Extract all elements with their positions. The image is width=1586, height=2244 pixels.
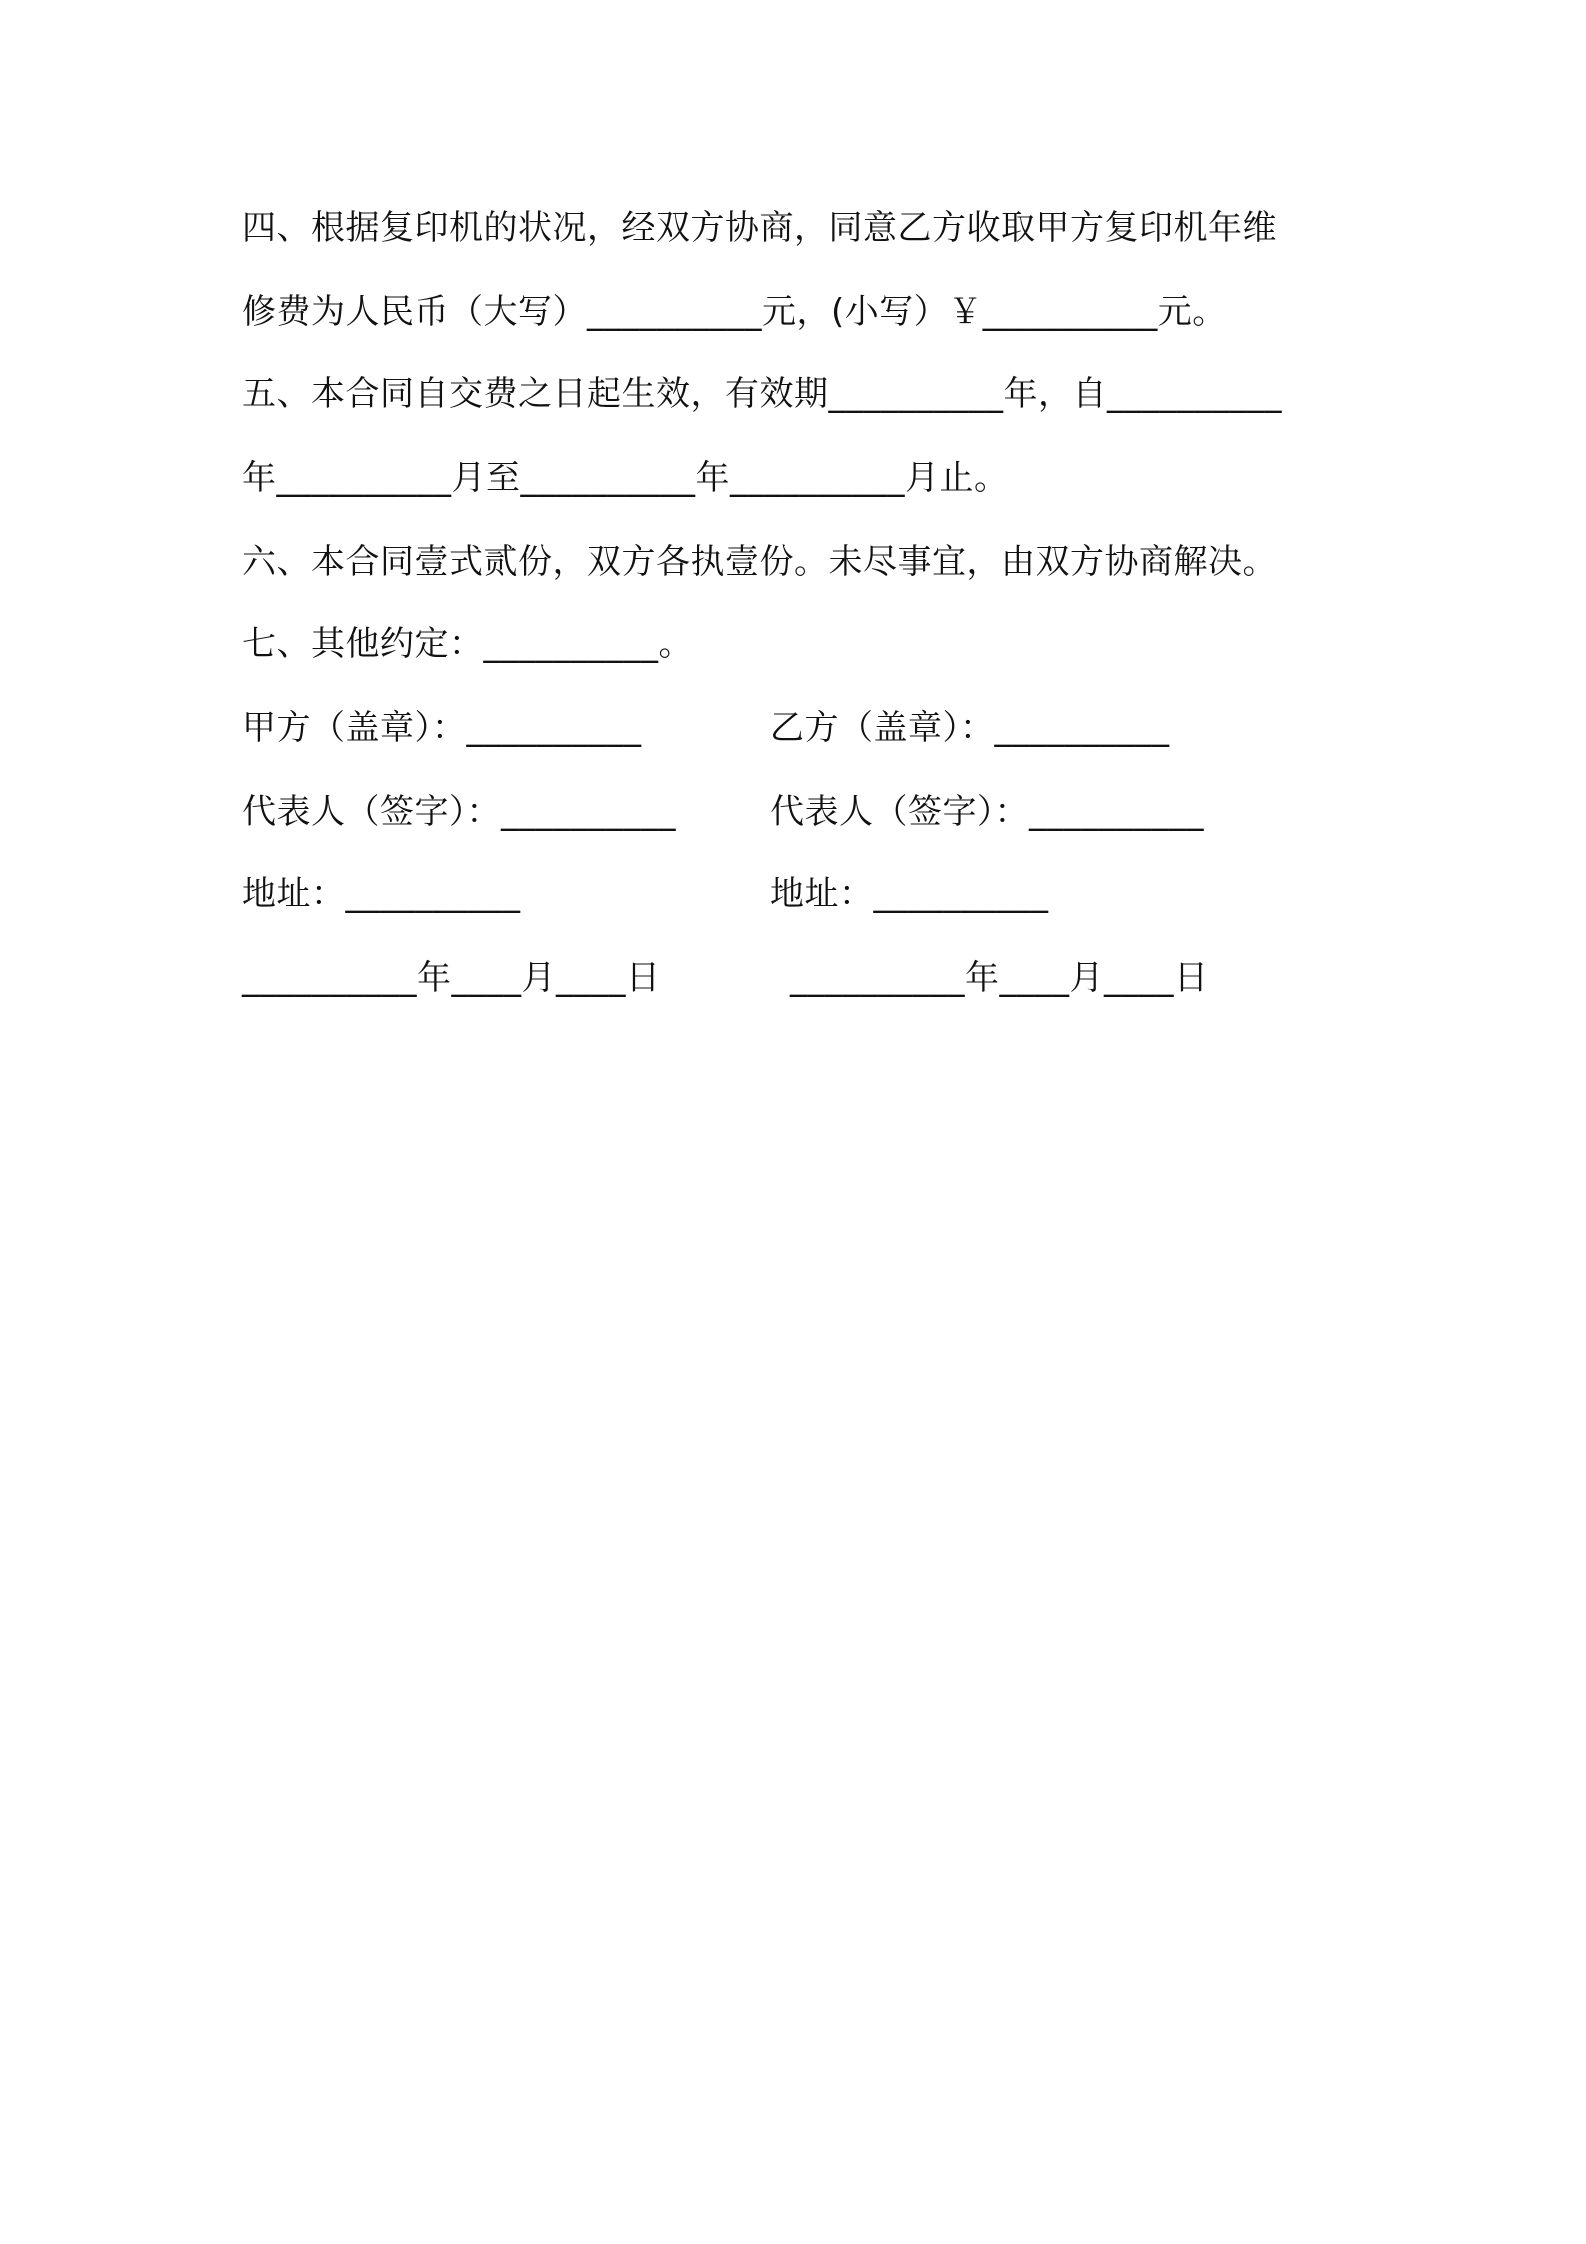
- date-row: [242, 956, 1342, 1000]
- clause-six: 六、本合同壹式贰份，双方各执壹份。未尽事宜，由双方协商解决。: [242, 542, 1277, 582]
- clause-seven: 七、其他约定：__________。: [242, 624, 693, 664]
- party-a-representative: 代表人（签字）：__________: [242, 792, 676, 832]
- address-row: [242, 872, 1342, 916]
- party-a-date: __________年____月____日: [242, 958, 661, 998]
- party-a-address: 地址：__________: [242, 874, 521, 914]
- party-b-address: 地址：__________: [770, 874, 1049, 914]
- clause-five-line-1: 五、本合同自交费之日起生效，有效期__________年，自__________: [242, 374, 1282, 414]
- seal-row: [242, 706, 1342, 750]
- clause-four-line-2: 修费为人民币（大写）__________元，(小写）￥__________元。: [242, 292, 1227, 332]
- clause-four-line-1: 四、根据复印机的状况，经双方协商，同意乙方收取甲方复印机年维: [242, 208, 1277, 248]
- party-a-seal: 甲方（盖章）：__________: [242, 708, 642, 748]
- representative-row: [242, 790, 1342, 834]
- party-b-representative: 代表人（签字）：__________: [770, 792, 1204, 832]
- party-b-date: __________年____月____日: [790, 958, 1209, 998]
- clause-five-line-2: 年__________月至__________年__________月止。: [242, 458, 1009, 498]
- party-b-seal: 乙方（盖章）：__________: [770, 708, 1170, 748]
